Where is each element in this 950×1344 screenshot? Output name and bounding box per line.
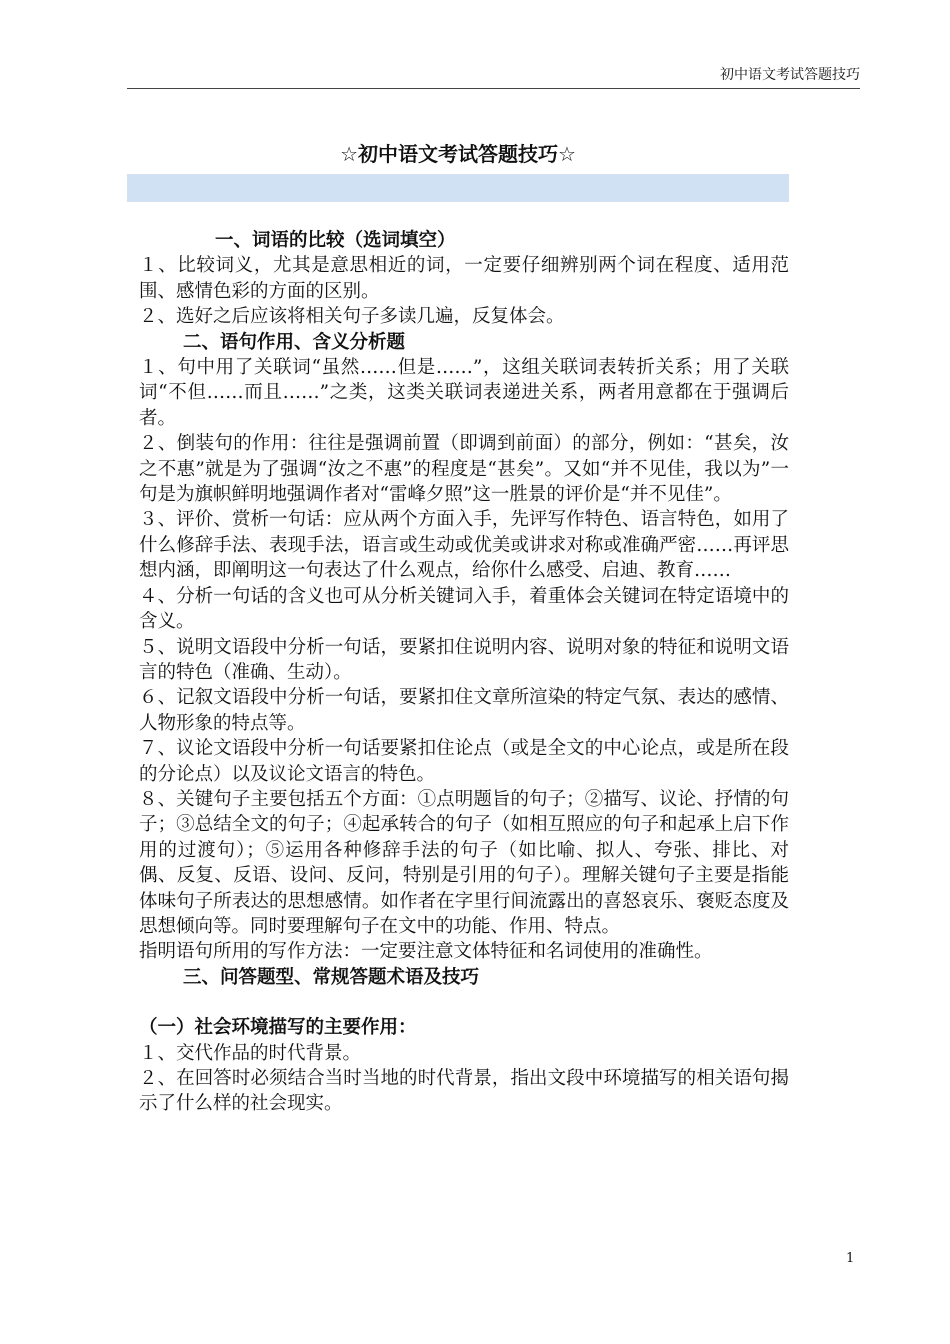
section-2-paragraph: ７、议论文语段中分析一句话要紧扣住论点（或是全文的中心论点，或是所在段的分论点）以及议论文语言的特色。 — [139, 738, 789, 785]
running-header — [127, 66, 860, 89]
running-header-title: 初中语文考试答题技巧 — [720, 67, 860, 83]
section-2-paragraph: ６、记叙文语段中分析一句话，要紧扣住文章所渲染的特定气氛、表达的感情、人物形象的特点等。 — [139, 687, 789, 734]
section-2-paragraph: ２、倒装句的作用：往往是强调前置（即调到前面）的部分，例如：“甚矣，汝之不惠”就是为了强调“汝之不惠”的程度是“甚矣”。又如“并不见佳，我以为”一句是为旗帜鲜明地强调作者对“雷峰夕照”这一胜景的评价是“并不见佳”。 — [139, 433, 789, 506]
title-band — [127, 174, 789, 202]
section-1-paragraph: １、比较词义，尤其是意思相近的词，一定要仔细辨别两个词在程度、适用范围、感情色彩的方面的区别。 — [139, 255, 789, 302]
section-3-heading: 三、问答题型、常规答题术语及技巧 — [183, 966, 480, 988]
section-1-paragraph: ２、选好之后应该将相关句子多读几遍，反复体会。 — [139, 306, 565, 328]
section-3-paragraph: １、交代作品的时代背景。 — [139, 1042, 362, 1064]
section-3-paragraph: ２、在回答时必须结合当时当地的时代背景，指出文段中环境描写的相关语句揭示了什么样的社会现实。 — [139, 1068, 789, 1115]
section-1-heading: 一、词语的比较（选词填空） — [215, 230, 456, 251]
page-number: 1 — [846, 1251, 855, 1266]
section-2-paragraph: ４、分析一句话的含义也可从分析关键词入手，着重体会关键词在特定语境中的含义。 — [139, 585, 789, 633]
section-2-paragraph: １、句中用了关联词“虽然……但是……”，这组关联词表转折关系；用了关联词“不但……而且……”之类，这类关联词表递进关系，两者用意都在于强调后者。 — [139, 357, 789, 429]
section-2-paragraph: 指明语句所用的写作方法：一定要注意文体特征和名词使用的准确性。 — [139, 941, 713, 963]
document-title: ☆初中语文考试答题技巧☆ — [340, 142, 576, 166]
section-2-heading: 二、语句作用、含义分析题 — [183, 331, 406, 353]
document-body — [139, 228, 789, 1117]
section-3-subheading: （一）社会环境描写的主要作用： — [139, 1017, 417, 1039]
section-2-paragraph: ３、评价、赏析一句话：应从两个方面入手，先评写作特色、语言特色，如用了什么修辞手法、表现手法，语言或生动或优美或讲求对称或准确严密……再评思想内涵，即阐明这一句表达了什么观点，给你什么感受、启迪、教育…… — [139, 509, 789, 582]
section-2-paragraph: ８、关键句子主要包括五个方面：①点明题旨的句子；②描写、议论、抒情的句子；③总结全文的句子；④起承转合的句子（如相互照应的句子和起承上启下作用的过渡句）；⑤运用各种修辞手法的句子（如比喻、拟人、夸张、排比、对偶、反复、反语、设问、反问，特别是引用的句子）。理解关键句子主要是指能体味句子所表达的思想感情。如作者在字里行间流露出的喜怒哀乐、褒贬态度及思想倾向等。同时要理解句子在文中的功能、作用、特点。 — [139, 788, 789, 937]
section-2-paragraph: ５、说明文语段中分析一句话，要紧扣住说明内容、说明对象的特征和说明文语言的特色（准确、生动）。 — [139, 636, 789, 683]
